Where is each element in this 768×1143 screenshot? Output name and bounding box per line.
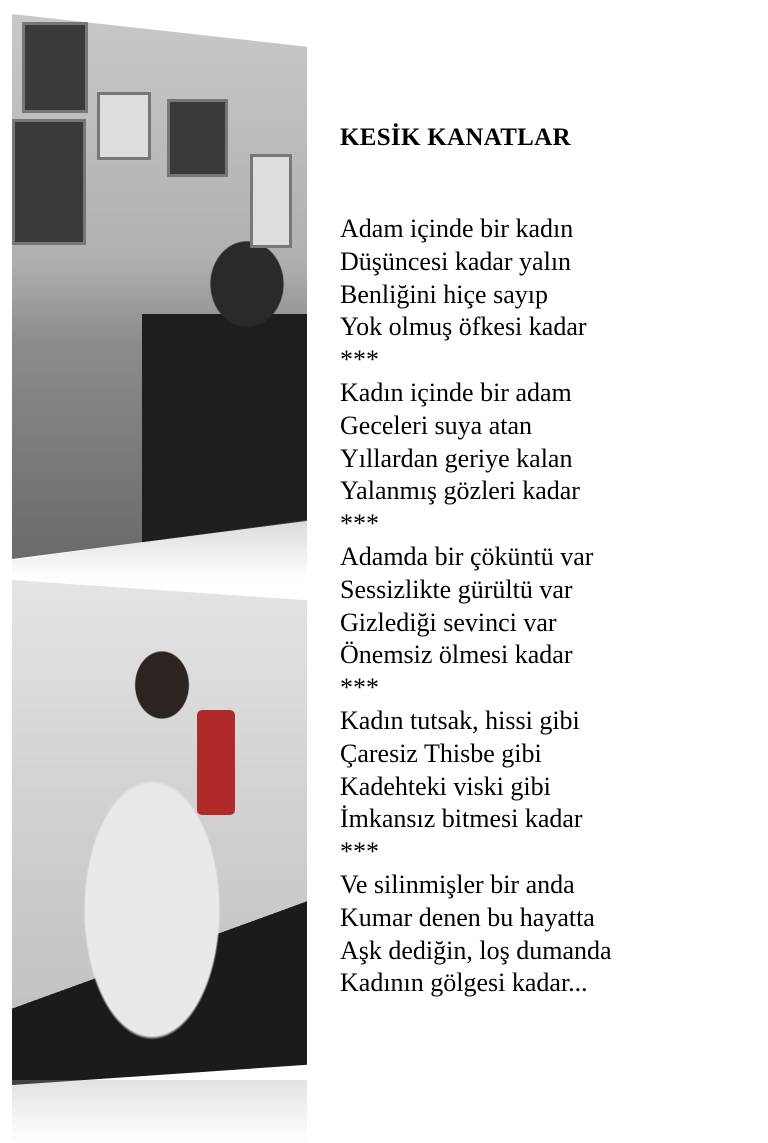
poem-line: Geceleri suya atan (340, 410, 533, 440)
poem-body (340, 213, 612, 1000)
stanza-separator: *** (340, 837, 379, 867)
poem-line: Kumar denen bu hayatta (340, 902, 595, 932)
poem-title: KESİK KANATLAR (340, 124, 571, 151)
poem-line: Ve silinmişler bir anda (340, 869, 575, 899)
poem-line: Önemsiz ölmesi kadar (340, 640, 573, 670)
poem-line: İmkansız bitmesi kadar (340, 804, 583, 834)
stanza-separator: *** (340, 673, 379, 703)
framed-portrait (97, 92, 151, 160)
poem-line: Gizlediği sevinci var (340, 607, 557, 637)
poem-line: Benliğini hiçe sayıp (340, 279, 548, 309)
framed-portrait (250, 154, 292, 248)
stanza-separator: *** (340, 509, 379, 539)
framed-portrait (167, 99, 228, 177)
photo-reflection (12, 1080, 307, 1143)
framed-portrait (12, 119, 86, 245)
poem-line: Adamda bir çöküntü var (340, 541, 594, 571)
photo-mirror-selfie (12, 580, 307, 1085)
poem-line: Düşüncesi kadar yalın (340, 246, 572, 276)
poem-line: Kadın içinde bir adam (340, 377, 572, 407)
stanza-separator: *** (340, 345, 379, 375)
poem-line: Aşk dediğin, loş dumanda (340, 935, 612, 965)
poem-line: Yok olmuş öfkesi kadar (340, 312, 587, 342)
poem-line: Kadın tutsak, hissi gibi (340, 705, 580, 735)
poem-line: Kadının gölgesi kadar... (340, 968, 588, 998)
poem-line: Adam içinde bir kadın (340, 214, 574, 243)
poem-line: Kadehteki viski gibi (340, 771, 551, 801)
poem-line: Yalanmış gözleri kadar (340, 476, 580, 506)
poem-line: Yıllardan geriye kalan (340, 443, 573, 473)
poem-line: Çaresiz Thisbe gibi (340, 738, 542, 768)
framed-portrait (22, 22, 88, 113)
red-phone (197, 710, 235, 815)
photo-young-man-seated-grayscale (12, 14, 307, 559)
poem-line: Sessizlikte gürültü var (340, 574, 573, 604)
